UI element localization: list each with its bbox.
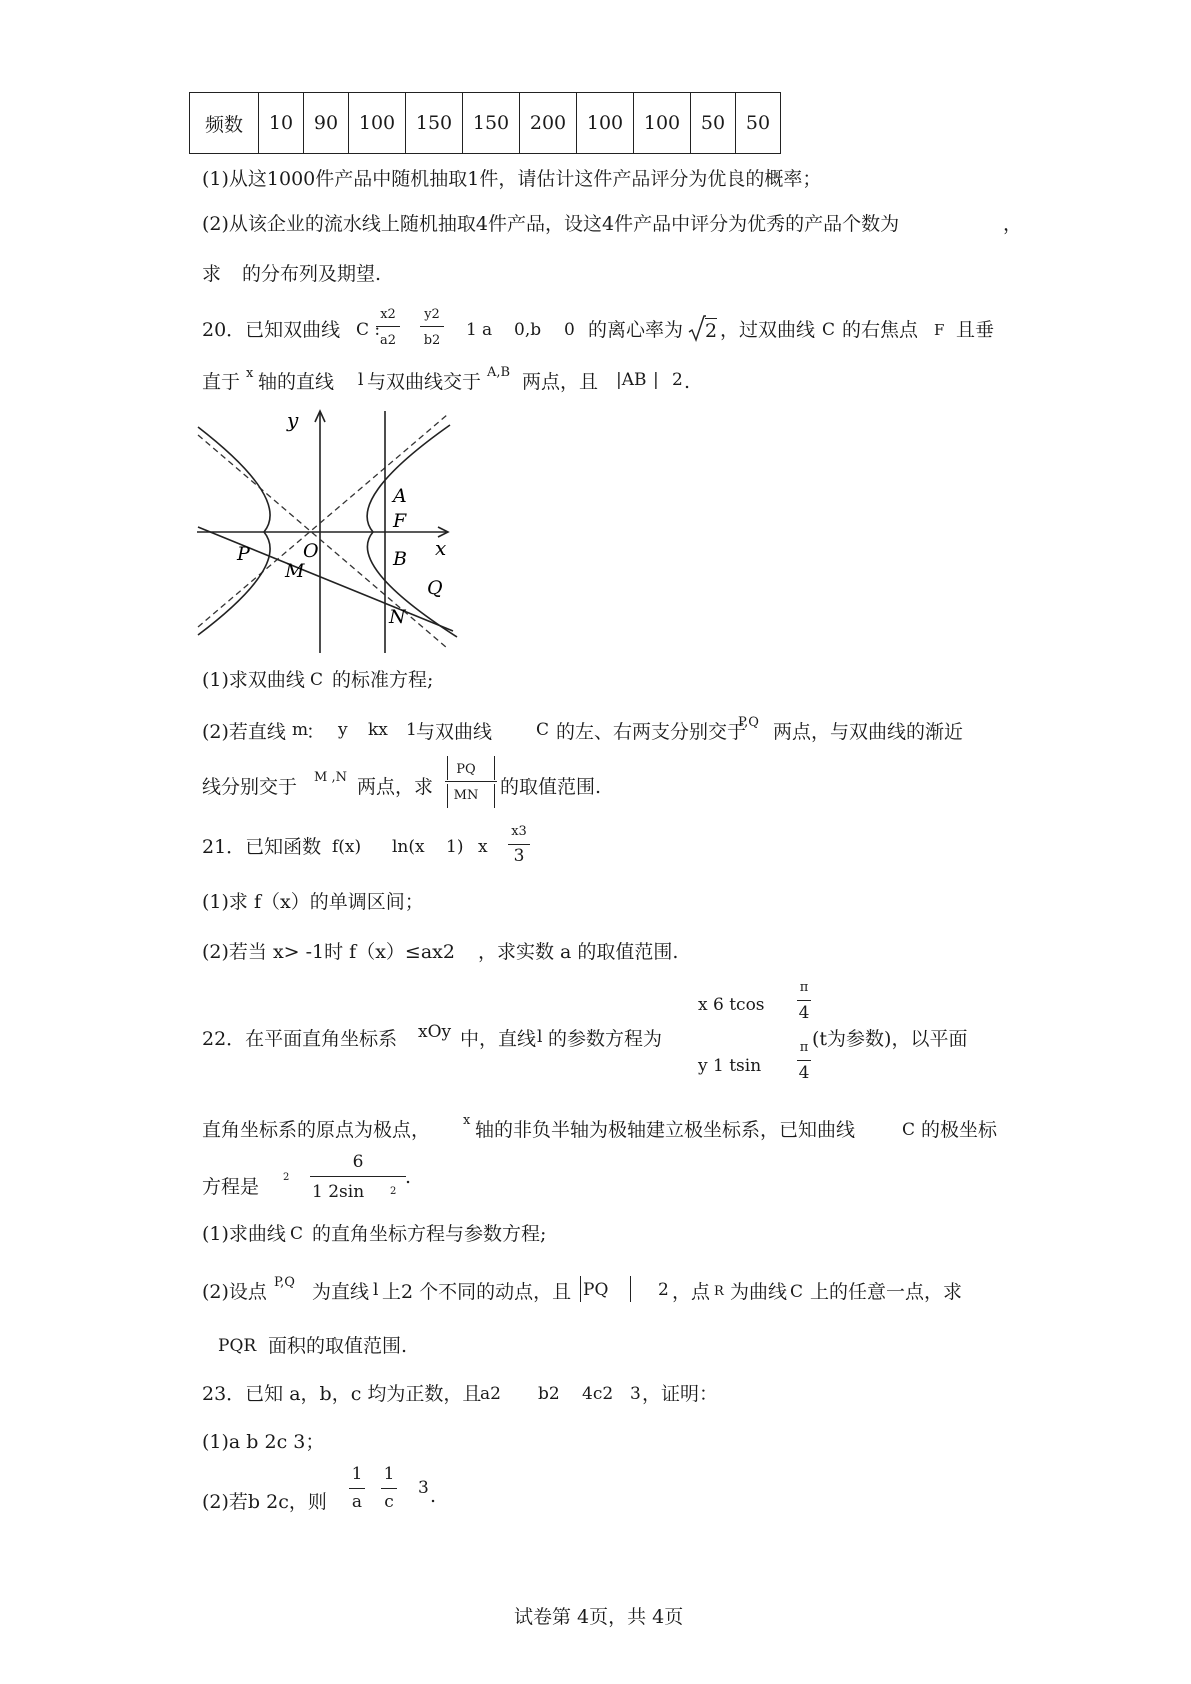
table-cell: 100: [349, 93, 406, 154]
q23-part1: (1)a b 2c 3；: [202, 1431, 325, 1453]
q20-b2: b2: [423, 333, 441, 348]
label-b: B: [393, 548, 407, 570]
q22-point-r: R: [714, 1284, 724, 1299]
q23-c2: 4c2: [582, 1384, 614, 1404]
q23-part2-three: 3: [418, 1478, 429, 1498]
label-x: x: [435, 536, 447, 560]
q22-line3-a: 方程是: [202, 1176, 260, 1198]
asymptote-line: [198, 415, 447, 627]
q20-part2-b: 与双曲线: [416, 721, 493, 743]
q22-part1-a: (1)求曲线: [202, 1223, 286, 1245]
q22-pi: π: [799, 1040, 809, 1055]
q22-rho-exp: 2: [283, 1172, 290, 1183]
fraction-bar: [508, 844, 530, 845]
label-a: A: [393, 485, 407, 507]
q20-part3-c: 的取值范围.: [500, 776, 602, 798]
abs-bar: [447, 756, 448, 780]
abs-bar: [447, 784, 448, 808]
q20-text-3: 且垂: [956, 319, 995, 341]
q19-part3-a: 求: [202, 263, 222, 285]
q22-two: 2: [658, 1280, 669, 1300]
q21-fx: f(x): [332, 837, 362, 857]
q23-number: 23．已知 a，b，c 均为正数，且: [202, 1383, 482, 1405]
q22-part1-b: 的直角坐标方程与参数方程;: [312, 1223, 547, 1245]
q23-end: ，证明：: [642, 1383, 719, 1405]
q22-points-pq: P,Q: [274, 1275, 295, 1290]
label-y: y: [287, 408, 299, 432]
q22-part3-b: 面积的取值范围.: [268, 1335, 408, 1357]
q19-part3-b: 的分布列及期望.: [242, 263, 382, 285]
q20-y: y: [338, 720, 348, 740]
q20-abs-ab: |AB: [616, 370, 647, 390]
q20-cond-a: a: [482, 320, 493, 340]
table-header-cell: 频数: [190, 93, 259, 154]
q20-a2: a2: [379, 333, 397, 348]
q20-eq-one: 1: [466, 320, 477, 340]
q20-kx: kx: [368, 720, 388, 740]
q19-part1: (1)从这1000件产品中随机抽取1件，请估计这件产品评分为优良的概率；: [202, 168, 822, 190]
q23-one: 1: [383, 1464, 395, 1484]
q20-number: 20．已知双曲线: [202, 319, 341, 341]
table-cell: 100: [634, 93, 691, 154]
abs-bar: [580, 1276, 581, 1302]
q22-part2-a: (2)设点: [202, 1281, 267, 1303]
q20-abs-end: |: [653, 370, 659, 390]
q22-den-exp: 2: [390, 1186, 397, 1197]
q19-part2: (2)从该企业的流水线上随机抽取4件产品，设这4件产品中评分为优秀的产品个数为: [202, 213, 900, 235]
q20-line2-a: 直于: [202, 371, 241, 393]
q20-points-pq: P,Q: [738, 715, 759, 730]
q22-param-row1: x 6 tcos: [698, 995, 765, 1015]
q22-denominator: 1 2sin: [312, 1182, 365, 1202]
q22-line2-a: 直角坐标系的原点为极点，: [202, 1119, 431, 1141]
q23-part2-a: (2)若b 2c，则: [202, 1491, 327, 1513]
q20-part2-a: (2)若直线: [202, 721, 286, 743]
q22-number: 22．在平面直角坐标系: [202, 1028, 398, 1050]
q23-one: 1: [351, 1464, 363, 1484]
label-o: O: [303, 540, 319, 562]
q22-part2-e: 为曲线: [730, 1281, 788, 1303]
hyperbola-figure: [195, 405, 475, 655]
q22-pi: π: [799, 980, 809, 995]
fraction-bar: [445, 781, 497, 782]
q22-text-b: 的参数方程为: [548, 1028, 663, 1050]
table-cell: 100: [577, 93, 634, 154]
q22-curve-c2: C: [790, 1282, 804, 1302]
q23-period: .: [430, 1485, 437, 1507]
page-footer: 试卷第 4页，共 4页: [514, 1606, 684, 1628]
label-q: Q: [427, 577, 443, 599]
q22-curve-c: C: [902, 1120, 916, 1140]
fraction-bar: [349, 1488, 365, 1489]
q22-line2-c: 的极坐标: [921, 1119, 998, 1141]
q20-curve-c: C: [822, 320, 836, 340]
q20-line-l: l: [358, 370, 364, 390]
q22-abs-pq: PQ: [583, 1280, 609, 1300]
q21-three: 3: [513, 846, 525, 866]
abs-bar: [494, 756, 495, 780]
q20-part3-a: 线分别交于: [202, 776, 298, 798]
q21-x3: x3: [511, 824, 527, 839]
table-cell: 150: [406, 93, 463, 154]
table-cell: 150: [463, 93, 520, 154]
q20-frac-bottom: MN: [453, 788, 479, 803]
frequency-table: [189, 92, 781, 154]
q21-number: 21．已知函数: [202, 836, 322, 858]
label-m: M: [285, 560, 305, 582]
q20-line2-b: 轴的直线: [258, 371, 335, 393]
q23-a: a: [351, 1492, 363, 1512]
q23-three: 3: [630, 1384, 641, 1404]
q22-text-c: (t为参数)，以平面: [812, 1028, 968, 1050]
q19-comma: ，: [1003, 213, 1023, 235]
q20-line2-c: 与双曲线交于: [367, 371, 482, 393]
q20-points-mn: M ,N: [314, 770, 347, 785]
q20-part2-c: 的左、右两支分别交于: [556, 721, 747, 743]
q20-part1-a: (1)求双曲线: [202, 669, 305, 691]
q20-curve-name: C :: [356, 320, 381, 340]
q22-part2-d: ，点: [672, 1281, 711, 1303]
label-f: F: [393, 510, 407, 532]
q22-part2-c: 上2 个不同的动点，且: [382, 1281, 572, 1303]
q22-part1-c: C: [290, 1224, 304, 1244]
q20-period: .: [684, 371, 691, 393]
table-cell: 90: [304, 93, 349, 154]
q22-param-row2: y 1 tsin: [698, 1056, 762, 1076]
fraction-bar: [797, 1000, 811, 1001]
fraction-bar: [310, 1176, 406, 1177]
q20-points-ab: A,B: [487, 365, 511, 380]
q20-part1-c: C: [310, 670, 324, 690]
q20-line2-d: 两点，且: [522, 371, 599, 393]
q21-part2-a: (2)若当 x> -1时 f（x）≤ax2: [202, 941, 455, 963]
q22-four: 4: [798, 1063, 810, 1083]
abs-bar: [494, 784, 495, 808]
q20-sqrt-value: 2: [705, 320, 718, 342]
q22-line-l: l: [537, 1027, 543, 1047]
q23-b2: b2: [538, 1384, 560, 1404]
q21-x: x: [478, 837, 488, 857]
q22-line-l: l: [373, 1280, 379, 1300]
abs-bar: [630, 1276, 631, 1302]
q20-y2: y2: [424, 307, 440, 322]
label-n: N: [389, 606, 406, 628]
table-cell: 10: [259, 93, 304, 154]
q20-curve-c2: C: [536, 720, 550, 740]
q21-one: 1): [446, 837, 464, 857]
hyperbola-right-branch: [367, 425, 457, 637]
q22-period: .: [405, 1166, 412, 1188]
q21-part1: (1)求 f（x）的单调区间；: [202, 891, 424, 913]
q22-text-a: 中，直线: [460, 1028, 537, 1050]
q20-text-1: ，过双曲线: [720, 319, 816, 341]
table-cell: 200: [520, 93, 577, 154]
q20-x-axis: x: [246, 366, 254, 381]
q22-triangle-pqr: PQR: [218, 1336, 257, 1356]
q21-ln: ln(x: [392, 837, 425, 857]
q22-part2-f: 上的任意一点，求: [810, 1281, 963, 1303]
q20-one: 1: [406, 720, 417, 740]
q20-cond-0: 0: [564, 320, 575, 340]
q20-x2: x2: [380, 307, 396, 322]
q22-numerator: 6: [352, 1152, 364, 1172]
fraction-bar: [376, 326, 400, 327]
q23-a2: a2: [480, 1384, 501, 1404]
q20-two: 2: [672, 370, 683, 390]
q22-part2-b: 为直线: [312, 1281, 370, 1303]
label-p: P: [237, 543, 250, 565]
table-row: [190, 93, 781, 154]
q20-colon: ：: [306, 721, 326, 743]
q20-part3-b: 两点，求: [357, 776, 434, 798]
fraction-bar: [797, 1060, 811, 1061]
q21-part2-b: ，求实数 a 的取值范围.: [478, 941, 679, 963]
q20-part2-d: 两点，与双曲线的渐近: [773, 721, 964, 743]
q20-part1-b: 的标准方程;: [332, 669, 434, 691]
q22-line2-b: 轴的非负半轴为极轴建立极坐标系，已知曲线: [475, 1119, 856, 1141]
q22-x-axis: x: [463, 1113, 471, 1128]
q20-cond-0b: 0,b: [514, 320, 542, 340]
fraction-bar: [420, 326, 444, 327]
q20-focus-f: F: [934, 321, 945, 339]
q22-xoy: xOy: [418, 1022, 452, 1042]
q23-c: c: [384, 1492, 394, 1512]
sqrt-icon: [688, 314, 706, 342]
q22-four: 4: [798, 1003, 810, 1023]
table-cell: 50: [736, 93, 781, 154]
q20-frac-top: PQ: [456, 762, 476, 777]
q20-text-2: 的右焦点: [842, 319, 919, 341]
fraction-bar: [381, 1488, 397, 1489]
q20-line-m: m: [292, 720, 309, 740]
q20-ecc-label: 的离心率为: [588, 319, 684, 341]
table-cell: 50: [691, 93, 736, 154]
